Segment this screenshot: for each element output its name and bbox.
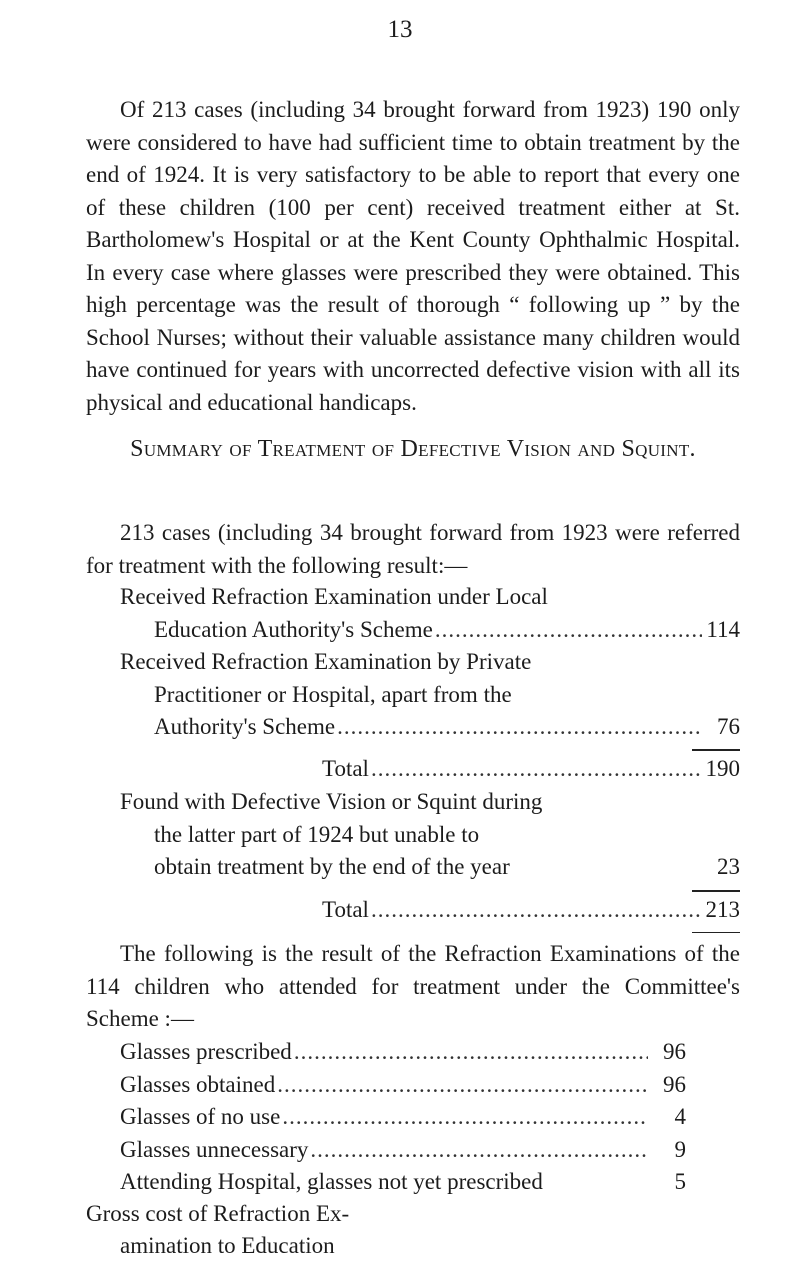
cost-label: Gross cost of Refraction Ex- (86, 1201, 350, 1226)
result-row (120, 1069, 686, 1102)
referral-item-untreated (120, 786, 740, 884)
result-row (120, 1101, 686, 1134)
cost-block (86, 1198, 486, 1231)
result-value: 5 (674, 1169, 686, 1194)
total-label: Total (322, 897, 369, 922)
results-list (120, 1036, 686, 1199)
page-number: 13 (387, 16, 413, 43)
result-value: 96 (663, 1039, 686, 1064)
referral-item-value: 76 (717, 714, 740, 739)
total-value: 213 (705, 897, 740, 922)
result-value: 9 (674, 1136, 686, 1162)
sum-rule (692, 932, 740, 933)
cost-label: amination to Education (120, 1233, 335, 1258)
leader-dots (335, 711, 702, 744)
sum-rule (692, 890, 740, 892)
result-value: 4 (674, 1104, 686, 1129)
referral-intro: 213 cases (including 34 brought forward from 1923 were referred for treatment with the following result:— (86, 520, 740, 578)
result-value: 96 (663, 1071, 686, 1097)
referral-item-label: Practitioner or Hospital, apart from the (154, 681, 512, 707)
referral-item-value: 114 (706, 616, 740, 642)
result-label: Glasses of no use (120, 1104, 281, 1129)
leader-dots (433, 614, 702, 647)
result-label: Glasses unnecessary (120, 1136, 309, 1162)
total-label: Total (322, 756, 369, 781)
referral-item-label: Received Refraction Examination by Private (120, 649, 532, 674)
total-row-2 (322, 894, 740, 927)
referral-item-local-scheme (120, 581, 740, 646)
referral-item-label: Authority's Scheme (154, 714, 336, 739)
cost-block-cont (120, 1230, 520, 1263)
leader-dots (308, 1134, 648, 1167)
result-label: Glasses prescribed (120, 1039, 292, 1064)
section-heading: Summary of Treatment of Defective Vision and Squint. (130, 436, 696, 462)
body-paragraph: Of 213 cases (including 34 brought forward from 1923) 190 only were considered to have had sufficient time to obtain treatment by the end of 1924. It is very satisfactory to be able to report that every one of these children (100 per cent) received treatment either at St. Bartholomew's Hospital or at the Kent County Ophthalmic Hospital. In every case where glasses were prescribed they were obtained. This high percentage was the result of thorough “ following up ” by the School Nurses; without their valuable assistance many children would have continued for years with uncorrected defective vision with all its physical and educational handicaps. (86, 97, 740, 415)
leader-dots (369, 894, 702, 927)
leader-dots (369, 753, 702, 786)
result-row (120, 1166, 686, 1199)
referral-item-private (120, 646, 740, 744)
leader-dots (275, 1069, 648, 1102)
leader-dots (280, 1101, 648, 1134)
total-row-1 (322, 753, 740, 786)
result-label: Glasses obtained (120, 1071, 276, 1097)
result-row (120, 1134, 686, 1167)
referral-item-label: obtain treatment by the end of the year (154, 854, 510, 879)
results-intro: The following is the result of the Refraction Examinations of the 114 children who attended for treatment under the Committee's Scheme :— (86, 941, 740, 1031)
leader-dots (292, 1036, 648, 1069)
sum-rule (692, 749, 740, 751)
referral-item-label: Received Refraction Examination under Local (120, 584, 548, 609)
referral-item-value: 23 (717, 854, 740, 879)
result-label: Attending Hospital, glasses not yet prescribed (120, 1169, 543, 1194)
referral-item-label: Found with Defective Vision or Squint during (120, 789, 543, 814)
referral-item-label: Education Authority's Scheme (154, 616, 433, 642)
total-value: 190 (705, 756, 740, 781)
referral-item-label: the latter part of 1924 but unable to (154, 821, 480, 847)
result-row (120, 1036, 686, 1069)
